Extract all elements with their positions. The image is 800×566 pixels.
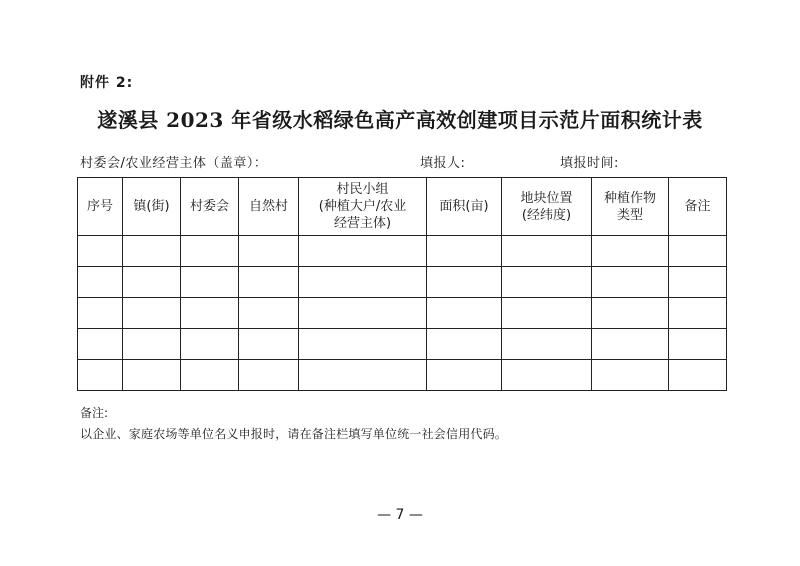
- column-header: 备注: [669, 178, 727, 236]
- column-header: 序号: [78, 178, 123, 236]
- table-cell: [239, 298, 299, 329]
- table-row: [78, 267, 727, 298]
- column-header: 面积(亩): [427, 178, 502, 236]
- table-cell: [299, 236, 427, 267]
- column-header: 镇(街): [123, 178, 181, 236]
- notes-label: 备注:: [80, 406, 109, 420]
- table-cell: [181, 360, 239, 391]
- table-cell: [181, 236, 239, 267]
- table-row: [78, 360, 727, 391]
- table-cell: [123, 329, 181, 360]
- table-cell: [123, 360, 181, 391]
- table-cell: [427, 360, 502, 391]
- table-cell: [78, 360, 123, 391]
- table-cell: [592, 267, 669, 298]
- column-header: 村委会: [181, 178, 239, 236]
- table-cell: [427, 236, 502, 267]
- table-cell: [123, 298, 181, 329]
- table-cell: [592, 236, 669, 267]
- table-cell: [669, 236, 727, 267]
- table-cell: [299, 267, 427, 298]
- table-cell: [78, 236, 123, 267]
- table-cell: [427, 329, 502, 360]
- table-cell: [502, 360, 592, 391]
- table-cell: [669, 298, 727, 329]
- table-row: [78, 236, 727, 267]
- table-cell: [78, 267, 123, 298]
- table-cell: [299, 329, 427, 360]
- table-cell: [299, 298, 427, 329]
- statistics-table: [77, 177, 727, 391]
- table-cell: [181, 298, 239, 329]
- table-cell: [427, 267, 502, 298]
- table-cell: [669, 329, 727, 360]
- table-cell: [181, 267, 239, 298]
- table-cell: [592, 298, 669, 329]
- page-number: — 7 —: [377, 507, 423, 523]
- table-cell: [239, 360, 299, 391]
- table-cell: [669, 267, 727, 298]
- notes-text: 以企业、家庭农场等单位名义申报时，请在备注栏填写单位统一社会信用代码。: [80, 427, 508, 441]
- table-cell: [239, 236, 299, 267]
- table-cell: [181, 329, 239, 360]
- column-header: 种植作物 类型: [592, 178, 669, 236]
- table-cell: [78, 329, 123, 360]
- attachment-label: 附件 2:: [80, 75, 134, 91]
- table-header-row: [78, 178, 727, 236]
- table-cell: [502, 329, 592, 360]
- page-title: 遂溪县 2023 年省级水稻绿色高产高效创建项目示范片面积统计表: [97, 108, 703, 132]
- table-cell: [502, 236, 592, 267]
- table-row: [78, 329, 727, 360]
- filler-label: 填报人:: [420, 156, 466, 171]
- table-cell: [123, 267, 181, 298]
- table-cell: [669, 360, 727, 391]
- table-cell: [239, 267, 299, 298]
- table-cell: [592, 329, 669, 360]
- column-header: 自然村: [239, 178, 299, 236]
- column-header: 地块位置 (经纬度): [502, 178, 592, 236]
- table-cell: [502, 298, 592, 329]
- table-cell: [239, 329, 299, 360]
- table-cell: [78, 298, 123, 329]
- column-header: 村民小组 (种植大户/农业 经营主体): [299, 178, 427, 236]
- table-cell: [299, 360, 427, 391]
- org-label: 村委会/农业经营主体（盖章）：: [80, 156, 268, 171]
- date-label: 填报时间:: [560, 156, 619, 171]
- table-cell: [592, 360, 669, 391]
- table-cell: [427, 298, 502, 329]
- table-cell: [502, 267, 592, 298]
- table-body: [78, 236, 727, 391]
- table-row: [78, 298, 727, 329]
- table-cell: [123, 236, 181, 267]
